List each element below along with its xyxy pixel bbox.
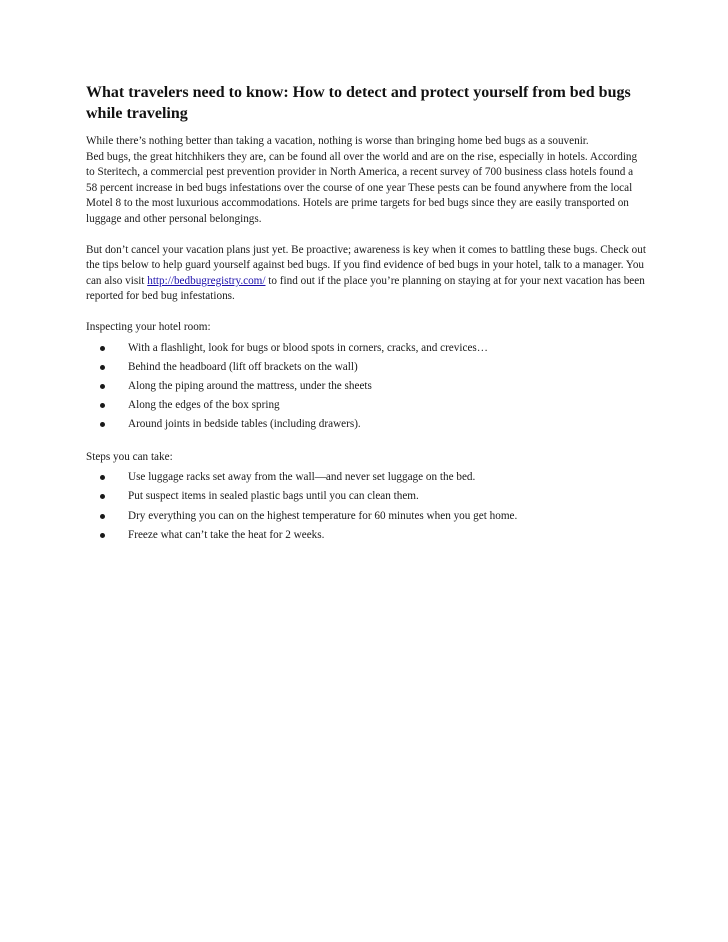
steps-list <box>86 468 646 545</box>
intro-line: Bed bugs, the great hitchhikers they are, can be found all over the world and are on the rise, especially in hotels. According to Steritech, a commercial pest prevention provider in North America, a recent survey of 700 business class hotels found a 58 percent increase in bed bugs infestations over the course of one year These pests can be found anywhere from the local Motel 8 to the most luxurious accommodations. Hotels are prime targets for bed bugs since they are easily transported on luggage and other personal belongings. <box>86 150 638 225</box>
advice-text-before: But don’t cancel your vacation plans just yet. Be proactive; awareness is key when it comes to battling these bugs. Check out the tips below to help guard yourself against bed bugs. If you find evidence of bed bugs in your hotel, talk to a manager. You can also visit <box>86 243 646 287</box>
document-title: What travelers need to know: How to detect and protect yourself from bed bugs while traveling <box>86 84 631 122</box>
bedbug-registry-link[interactable]: http://bedbugregistry.com/ <box>147 274 266 287</box>
list-item-text: With a flashlight, look for bugs or blood spots in corners, cracks, and crevices… <box>128 341 488 354</box>
list-item-text: Behind the headboard (lift off brackets on the wall) <box>128 360 358 373</box>
document-page <box>86 82 646 560</box>
list-item <box>86 526 646 545</box>
inspecting-label: Inspecting your hotel room: <box>86 320 211 333</box>
bullet-icon <box>100 403 105 408</box>
list-item-text: Put suspect items in sealed plastic bags until you can clean them. <box>128 490 419 503</box>
advice-paragraph <box>86 243 646 305</box>
intro-paragraph <box>86 134 646 228</box>
bullet-icon <box>100 494 105 499</box>
list-item-text: Around joints in bedside tables (including drawers). <box>128 418 361 431</box>
list-item <box>86 415 646 434</box>
bullet-icon <box>100 533 105 538</box>
list-item <box>86 396 646 415</box>
bullet-icon <box>100 384 105 389</box>
list-item <box>86 507 646 526</box>
bullet-icon <box>100 514 105 519</box>
advice-text-after: to find out if the place you’re planning on staying at for your next vacation has been reported for bed bug infestations. <box>86 274 645 303</box>
bullet-icon <box>100 346 105 351</box>
intro-line: While there’s nothing better than taking a vacation, nothing is worse than bringing home bed bugs as a souvenir. <box>86 135 589 147</box>
list-item <box>86 487 646 506</box>
list-item-text: Use luggage racks set away from the wall—and never set luggage on the bed. <box>128 471 476 484</box>
list-item-text: Freeze what can’t take the heat for 2 weeks. <box>128 528 325 541</box>
bullet-icon <box>100 365 105 370</box>
advice-text <box>86 243 646 305</box>
list-item-text: Along the piping around the mattress, under the sheets <box>128 379 372 392</box>
bullet-icon <box>100 422 105 427</box>
list-item-text: Along the edges of the box spring <box>128 399 280 412</box>
list-item <box>86 358 646 377</box>
bullet-icon <box>100 475 105 480</box>
list-item <box>86 339 646 358</box>
list-item <box>86 377 646 396</box>
list-item-text: Dry everything you can on the highest temperature for 60 minutes when you get home. <box>128 509 518 522</box>
steps-label: Steps you can take: <box>86 450 173 463</box>
list-item <box>86 468 646 487</box>
inspecting-list <box>86 339 646 435</box>
